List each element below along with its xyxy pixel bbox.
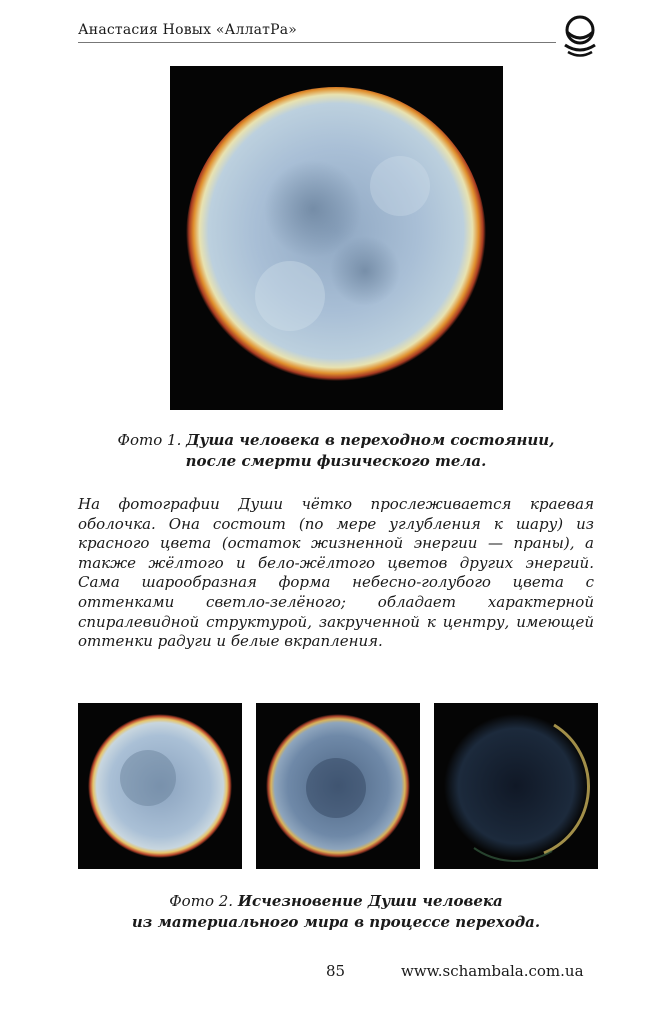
caption-1-line-1 [78, 430, 594, 451]
photo-2c-soul-sphere [434, 703, 598, 869]
photo-2b-soul-sphere [256, 703, 420, 869]
caption-1-line-2: после смерти физического тела. [185, 452, 487, 470]
caption-2-number: Фото 2. [169, 892, 234, 910]
body-paragraph: На фотографии Души чётко прослеживается краевая оболочка. Она состоит (по мере углубления к шару) из красного цвета (остаток жизненной энергии — праны), а также жёлтого и бело-жёлтого цветов других энергий. Сама шарообразная форма небесно-голубого цвета с оттенками светло-зелёного; обладает характерной спиралевидной структурой, закрученной к центру, имеющей оттенки радуги и белые вкрапления. [78, 495, 594, 651]
photo-1-caption [78, 430, 594, 472]
caption-2-title: Исчезновение Души человека [237, 892, 503, 910]
caption-2-line-2: из материального мира в процессе перехода. [131, 913, 541, 931]
page-number: 85 [326, 962, 346, 980]
running-header [78, 22, 556, 43]
caption-1-title: Душа человека в переходном состоянии, [186, 431, 555, 449]
header-title: Анастасия Новых «АллатРа» [78, 22, 298, 38]
photo-2a-soul-sphere [78, 703, 242, 869]
caption-2-line-1 [78, 891, 594, 912]
footer-url: www.schambala.com.ua [401, 962, 584, 980]
caption-1-number: Фото 1. [117, 431, 182, 449]
photo-2-caption [78, 891, 594, 933]
allatra-symbol-icon [560, 14, 600, 58]
photo-1-soul-sphere [170, 66, 503, 410]
